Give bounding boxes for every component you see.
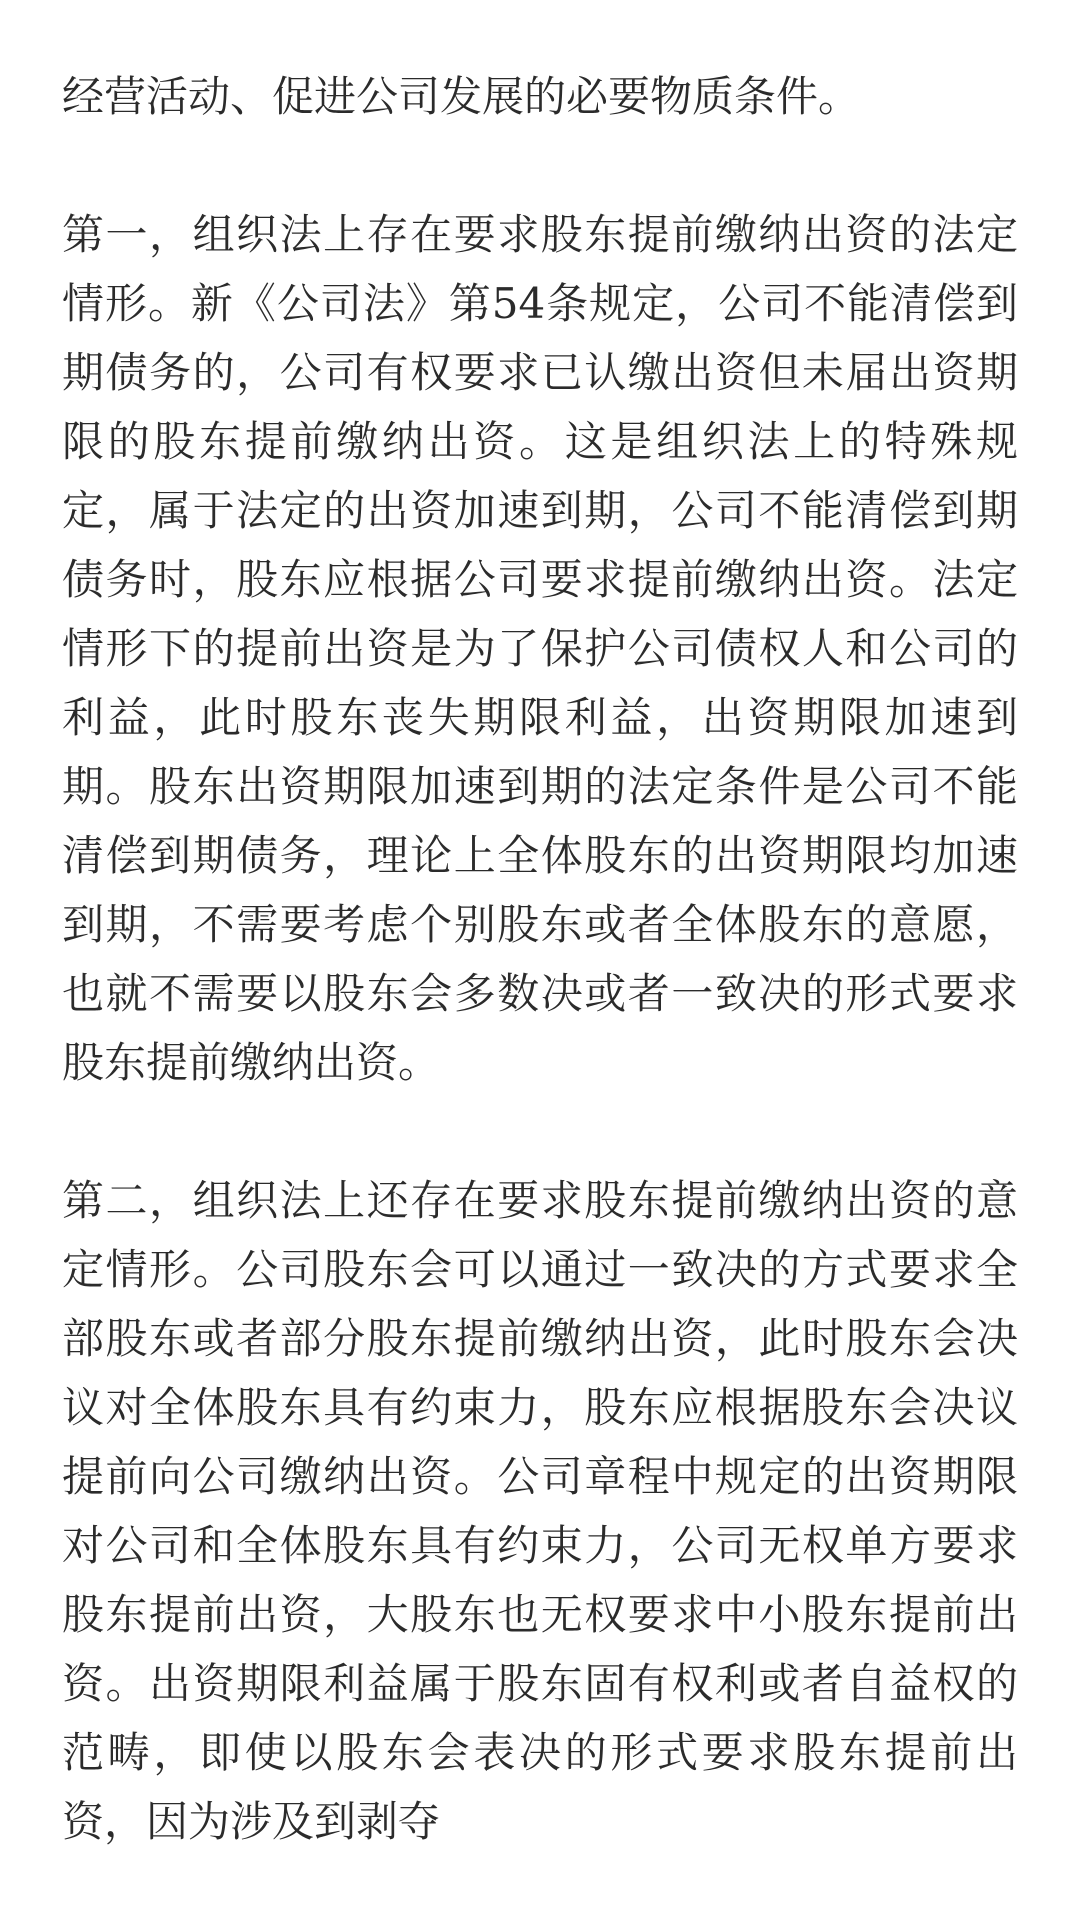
article-body: [62, 62, 1018, 1925]
paragraph-statutory-acceleration: 第一，组织法上存在要求股东提前缴纳出资的法定情形。新《公司法》第54条规定，公司不能清偿到期债务的，公司有权要求已认缴出资但未届出资期限的股东提前缴纳出资。这是组织法上的特殊规定，属于法定的出资加速到期，公司不能清偿到期债务时，股东应根据公司要求提前缴纳出资。法定情形下的提前出资是为了保护公司债权人和公司的利益，此时股东丧失期限利益，出资期限加速到期。股东出资期限加速到期的法定条件是公司不能清偿到期债务，理论上全体股东的出资期限均加速到期，不需要考虑个别股东或者全体股东的意愿，也就不需要以股东会多数决或者一致决的形式要求股东提前缴纳出资。: [62, 210, 1018, 1087]
paragraph-agreed-acceleration: 第二，组织法上还存在要求股东提前缴纳出资的意定情形。公司股东会可以通过一致决的方式要求全部股东或者部分股东提前缴纳出资，此时股东会决议对全体股东具有约束力，股东应根据股东会决议提前向公司缴纳出资。公司章程中规定的出资期限对公司和全体股东具有约束力，公司无权单方要求股东提前出资，大股东也无权要求中小股东提前出资。出资期限利益属于股东固有权利或者自益权的范畴，即使以股东会表决的形式要求股东提前出资，因为涉及到剥夺: [62, 1176, 1018, 1846]
paragraph-intro-tail: 经营活动、促进公司发展的必要物质条件。: [62, 72, 861, 121]
